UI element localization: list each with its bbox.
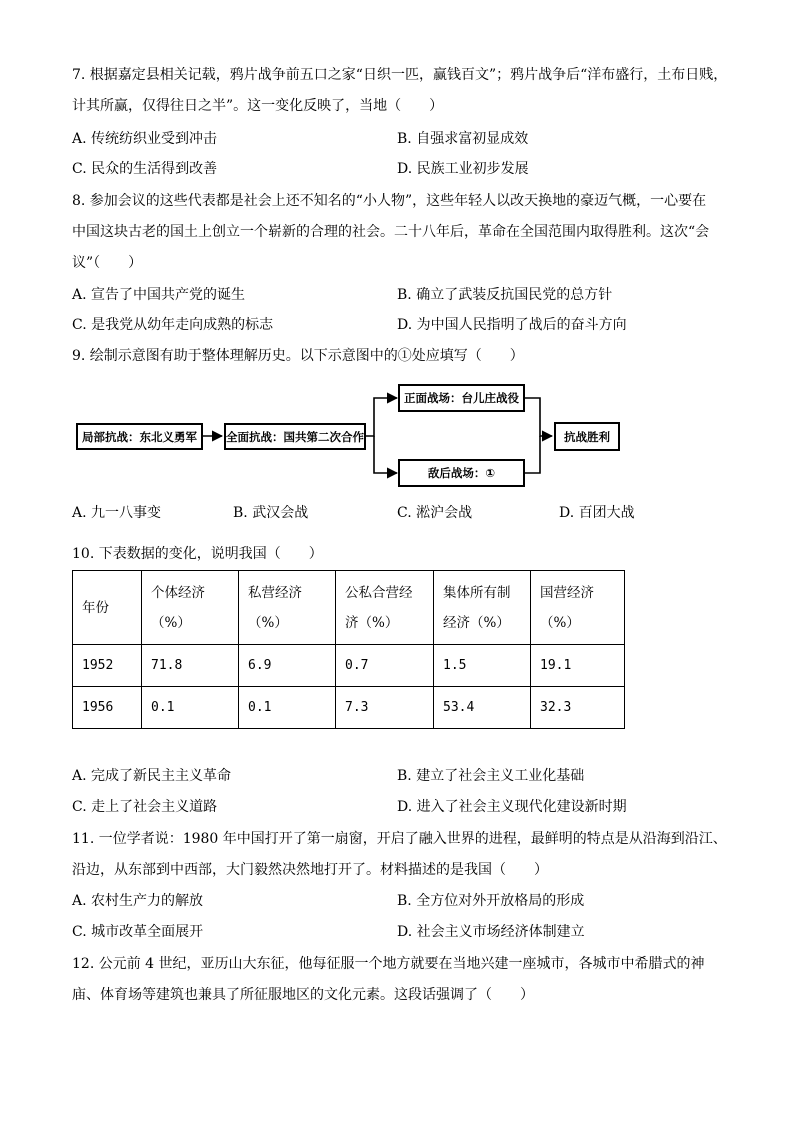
q11-stem-line2: 沿边，从东部到中西部，大门毅然决然地打开了。材料描述的是我国（ ） xyxy=(72,862,548,878)
q8-option-c[interactable]: C. 是我党从幼年走向成熟的标志 xyxy=(72,317,274,333)
q8-stem-line1: 8. 参加会议的这些代表都是社会上还不知名的“小人物”，这些年轻人以改天换地的豪迈气概，一心要在 xyxy=(72,193,707,209)
diagram-box-full-war: 全面抗战：国共第二次合作 xyxy=(224,423,366,450)
diagram-box-victory: 抗战胜利 xyxy=(554,422,620,451)
q7-stem-line2: 计其所赢，仅得往日之半”。这一变化反映了，当地（ ） xyxy=(72,98,444,114)
table-header-collective: 集体所有制 经济（%） xyxy=(434,571,531,645)
q9-option-a[interactable]: A. 九一八事变 xyxy=(72,505,162,521)
q12-stem-line1: 12. 公元前 4 世纪，亚历山大东征，他每征服一个地方就要在当地兴建一座城市，各城市中希腊式的神 xyxy=(72,956,705,972)
q10-option-b[interactable]: B. 建立了社会主义工业化基础 xyxy=(397,768,585,784)
q7-option-c[interactable]: C. 民众的生活得到改善 xyxy=(72,161,218,177)
q11-option-d[interactable]: D. 社会主义市场经济体制建立 xyxy=(397,924,585,940)
arrow-2-3 xyxy=(366,398,397,436)
q11-stem-line1: 11. 一位学者说：1980 年中国打开了第一扇窗，开启了融入世界的进程，最鲜明的特点是从沿海到沿江、 xyxy=(72,831,727,847)
q8-option-b[interactable]: B. 确立了武装反抗国民党的总方针 xyxy=(397,287,613,303)
q10-option-a[interactable]: A. 完成了新民主主义革命 xyxy=(72,768,232,784)
arrow-4-5 xyxy=(525,436,540,473)
q7-stem-line1: 7. 根据嘉定县相关记载，鸦片战争前五口之家“日织一匹，赢钱百文”；鸦片战争后“洋布盛行，土布日贱， xyxy=(72,67,728,83)
q8-stem-line3: 议”（ ） xyxy=(72,255,143,271)
table-cell: 1.5 xyxy=(434,645,531,687)
table-header-joint: 公私合营经 济（%） xyxy=(336,571,434,645)
table-header-individual: 个体经济 （%） xyxy=(142,571,239,645)
q9-option-d[interactable]: D. 百团大战 xyxy=(559,505,635,521)
table-cell: 0.7 xyxy=(336,645,434,687)
table-cell: 6.9 xyxy=(239,645,336,687)
q7-option-a[interactable]: A. 传统纺织业受到冲击 xyxy=(72,131,218,147)
q7-option-d[interactable]: D. 民族工业初步发展 xyxy=(397,161,529,177)
q9-option-c[interactable]: C. 淞沪会战 xyxy=(397,505,473,521)
table-header-state: 国营经济 （%） xyxy=(531,571,625,645)
q7-option-b[interactable]: B. 自强求富初显成效 xyxy=(397,131,529,147)
diagram-box-rear-battlefield: 敌后战场：① xyxy=(398,459,525,487)
table-cell: 53.4 xyxy=(434,687,531,729)
table-row xyxy=(73,687,625,729)
q11-option-b[interactable]: B. 全方位对外开放格局的形成 xyxy=(397,893,585,909)
table-cell: 1952 xyxy=(73,645,142,687)
table-cell: 32.3 xyxy=(531,687,625,729)
economy-table xyxy=(72,570,625,729)
table-cell: 0.1 xyxy=(142,687,239,729)
q9-option-b[interactable]: B. 武汉会战 xyxy=(233,505,309,521)
q10-option-d[interactable]: D. 进入了社会主义现代化建设新时期 xyxy=(397,799,627,815)
table-cell: 1956 xyxy=(73,687,142,729)
q11-option-a[interactable]: A. 农村生产力的解放 xyxy=(72,893,204,909)
table-cell: 0.1 xyxy=(239,687,336,729)
table-cell: 7.3 xyxy=(336,687,434,729)
q10-option-c[interactable]: C. 走上了社会主义道路 xyxy=(72,799,218,815)
table-cell: 19.1 xyxy=(531,645,625,687)
table-header-private: 私营经济 （%） xyxy=(239,571,336,645)
arrow-3-5 xyxy=(525,398,552,436)
diagram-box-front-battlefield: 正面战场：台儿庄战役 xyxy=(398,384,525,412)
q9-stem: 9. 绘制示意图有助于整体理解历史。以下示意图中的①处应填写（ ） xyxy=(72,348,524,364)
q8-stem-line2: 中国这块古老的国土上创立一个崭新的合理的社会。二十八年后，革命在全国范围内取得胜利。这次“会 xyxy=(72,224,710,240)
table-header-row xyxy=(73,571,625,645)
q12-stem-line2: 庙、体育场等建筑也兼具了所征服地区的文化元素。这段话强调了（ ） xyxy=(72,987,534,1003)
arrow-2-4 xyxy=(374,436,397,473)
table-row xyxy=(73,645,625,687)
table-cell: 71.8 xyxy=(142,645,239,687)
q8-option-a[interactable]: A. 宣告了中国共产党的诞生 xyxy=(72,287,246,303)
diagram-box-local-war: 局部抗战：东北义勇军 xyxy=(76,423,203,450)
q10-stem: 10. 下表数据的变化，说明我国（ ） xyxy=(72,546,323,562)
q11-option-c[interactable]: C. 城市改革全面展开 xyxy=(72,924,204,940)
table-header-year: 年份 xyxy=(73,571,142,645)
q8-option-d[interactable]: D. 为中国人民指明了战后的奋斗方向 xyxy=(397,317,627,333)
